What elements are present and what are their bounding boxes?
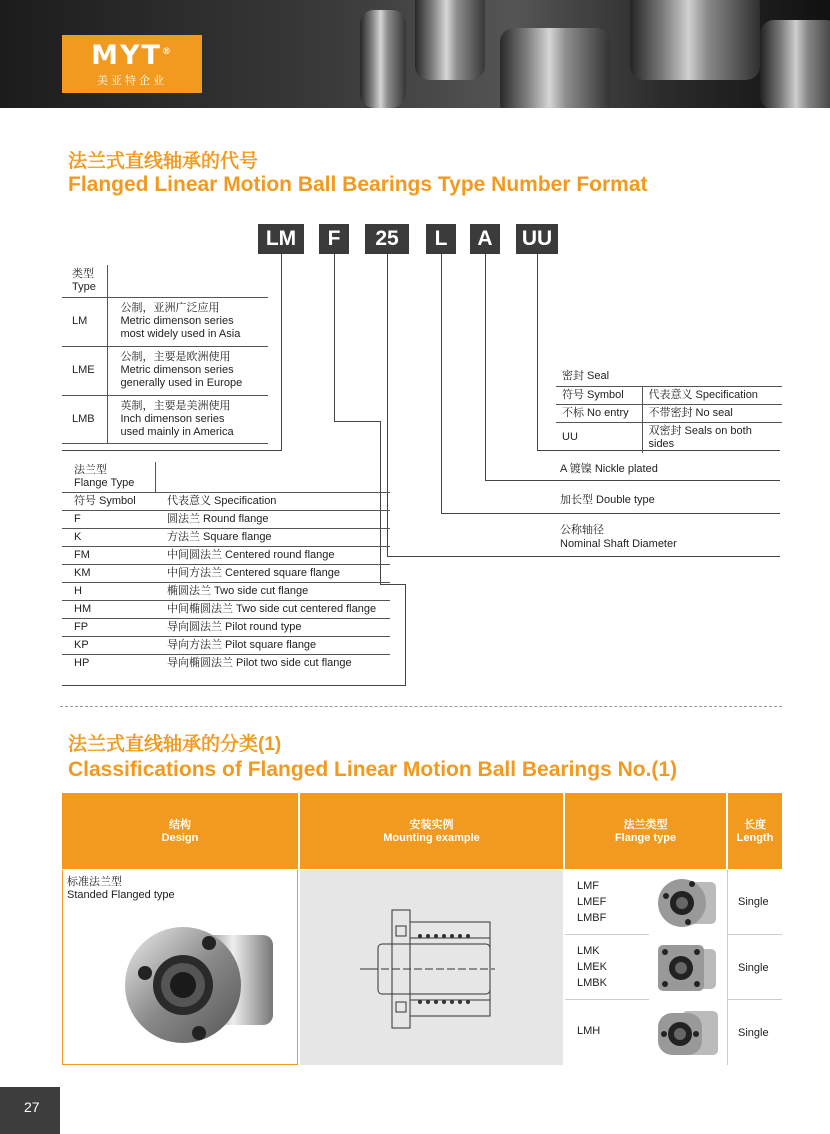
mounting-drawing: [300, 870, 563, 1065]
table-row: [556, 404, 782, 422]
col-header-design: [62, 793, 298, 869]
table-row: [62, 547, 390, 565]
code-part-length: L: [426, 224, 456, 254]
type-code: LM: [62, 297, 107, 346]
type-header-cn: 类型: [72, 267, 94, 280]
flange-table: [62, 462, 390, 673]
logo-brand: MYT: [91, 40, 162, 71]
flange-spec: 圆法兰 Round flange: [155, 511, 390, 529]
flange-spec: 导向圆法兰 Pilot round type: [155, 619, 390, 637]
type-desc-cn: 公制，亚洲广泛应用: [120, 302, 220, 314]
seal-header: 密封 Seal: [556, 368, 782, 386]
flange-types-cell: [565, 870, 649, 935]
type-code: LMB: [62, 395, 107, 443]
flange-code: F: [62, 511, 155, 529]
logo-registered: ®: [161, 47, 173, 57]
col-header-flange: [565, 793, 726, 869]
flange-col-symbol: 符号 Symbol: [62, 493, 155, 511]
col-header-length-cn: 长度: [744, 819, 766, 831]
shaft-label-cn: 公称轴径: [560, 524, 604, 536]
flange-spec: 导向方法兰 Pilot square flange: [155, 637, 390, 655]
col-header-length-en: Length: [736, 832, 774, 844]
code-part-diameter: 25: [365, 224, 409, 254]
cut-flange-image: [652, 1003, 724, 1065]
flange-types-cell: [565, 936, 649, 1000]
type-desc-en1: Metric dimenson series: [120, 315, 234, 327]
flange-spec: 中间方法兰 Centered square flange: [155, 565, 390, 583]
nickle-label: A 镀镍 Nickle plated: [560, 463, 658, 475]
flange-code: KP: [62, 637, 155, 655]
design-cell: [62, 870, 298, 1065]
table-row: [62, 511, 390, 529]
flange-code: HM: [62, 601, 155, 619]
code-part-seal: UU: [516, 224, 558, 254]
double-label: 加长型 Double type: [560, 494, 655, 506]
type-desc-en1: Inch dimenson series: [120, 412, 225, 425]
code-part-flange: F: [319, 224, 349, 254]
type-header-cell: [62, 265, 107, 297]
logo-subtitle: 美亚特企业: [97, 75, 167, 87]
mounting-example-cell: [300, 870, 563, 1065]
table-row: [62, 601, 390, 619]
col-header-design-cn: 结构: [169, 819, 191, 831]
section-divider: [60, 706, 782, 707]
type-header-en: Type: [72, 280, 96, 293]
code-part-plating: A: [470, 224, 500, 254]
flange-spec: 方法兰 Square flange: [155, 529, 390, 547]
type-desc-en1: Metric dimenson series: [120, 364, 234, 376]
length-cell: Single: [728, 870, 782, 935]
col-header-length: [728, 793, 782, 869]
flange-col-spec: 代表意义 Specification: [155, 493, 390, 511]
flange-code: FM: [62, 547, 155, 565]
col-header-flange-en: Flange type: [614, 832, 677, 844]
flange-header-cn: 法兰型: [74, 464, 107, 476]
type-table: [62, 265, 268, 444]
table-row: [62, 565, 390, 583]
flange-types-cell: [565, 1001, 649, 1065]
type-desc-en2: generally used in Europe: [120, 377, 243, 389]
col-header-flange-cn: 法兰类型: [623, 819, 668, 831]
table-row: [62, 346, 268, 395]
col-header-design-en: Design: [161, 832, 199, 844]
section2-title-en: Classifications of Flanged Linear Motion Ball Bearings No.(1): [68, 758, 678, 781]
table-row: [556, 422, 782, 453]
type-desc-en2: most widely used in Asia: [120, 328, 241, 340]
flange-code: HP: [74, 657, 90, 670]
flange-type-item: LMBF: [577, 912, 607, 924]
table-row: [62, 529, 390, 547]
flange-code: H: [62, 583, 155, 601]
flange-type-item: LMH: [577, 1025, 601, 1037]
type-desc-cn: 英制，主要是美洲使用: [120, 399, 231, 412]
seal-code: 不标 No entry: [556, 404, 642, 422]
col-header-mounting: [300, 793, 563, 869]
seal-spec: 不带密封 No seal: [642, 404, 782, 422]
table-row: [62, 583, 390, 601]
flange-spec: 中间圆法兰 Centered round flange: [155, 547, 390, 565]
flange-code: K: [62, 529, 155, 547]
square-flange-image: [652, 937, 724, 999]
flange-spec: 中间椭圆法兰 Two side cut centered flange: [155, 601, 390, 619]
table-row: [62, 395, 268, 443]
length-cell: Single: [728, 936, 782, 1000]
code-part-type: LM: [258, 224, 304, 254]
type-desc-en2: used mainly in America: [120, 425, 234, 438]
section1-title-en: Flanged Linear Motion Ball Bearings Type Number Format: [68, 173, 648, 196]
flange-type-item: LMK: [577, 945, 600, 957]
length-cell: Single: [738, 1027, 769, 1039]
brand-logo: [62, 35, 202, 93]
seal-spec: 双密封 Seals on both sides: [648, 424, 752, 450]
flange-spec: 椭圆法兰 Two side cut flange: [155, 583, 390, 601]
page-number: 27: [0, 1087, 60, 1134]
table-row: [62, 637, 390, 655]
flange-type-item: LMEK: [577, 961, 607, 973]
design-cn: 标准法兰型: [67, 876, 122, 888]
type-desc-cn: 公制，主要是欧洲使用: [120, 351, 231, 363]
flange-code: KM: [62, 565, 155, 583]
col-header-mounting-en: Mounting example: [383, 832, 480, 844]
section1-title-cn: 法兰式直线轴承的代号: [68, 151, 259, 172]
seal-table: [556, 368, 782, 453]
round-flange-image: [652, 872, 724, 934]
seal-col-spec: 代表意义 Specification: [642, 386, 782, 404]
seal-code: UU: [556, 422, 642, 453]
shaft-label-en: Nominal Shaft Diameter: [560, 538, 677, 550]
table-row: [62, 297, 268, 346]
flange-type-item: LMF: [577, 880, 599, 892]
flange-spec: 导向椭圆法兰 Pilot two side cut flange: [167, 657, 352, 670]
design-en: Standed Flanged type: [67, 889, 175, 901]
col-header-mounting-cn: 安装实例: [409, 819, 454, 831]
flange-type-item: LMEF: [577, 896, 607, 908]
section2-title-cn: 法兰式直线轴承的分类(1): [68, 734, 282, 755]
table-row: [62, 619, 390, 637]
flanged-bearing-image: [123, 915, 283, 1055]
table-row: [62, 655, 390, 673]
flange-code: FP: [62, 619, 155, 637]
type-code: LME: [62, 346, 107, 395]
flange-type-item: LMBK: [577, 977, 607, 989]
flange-header-en: Flange Type: [74, 477, 135, 489]
seal-col-symbol: 符号 Symbol: [556, 386, 642, 404]
